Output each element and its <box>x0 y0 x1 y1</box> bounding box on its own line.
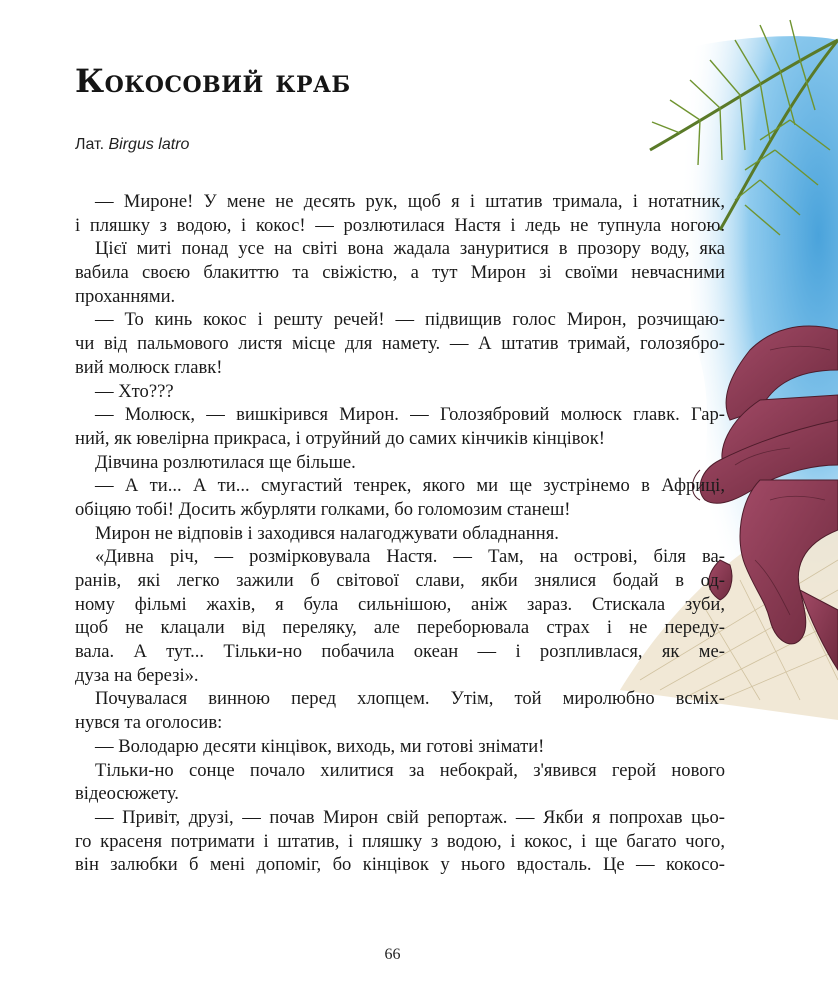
text-line: вабила своєю блакиттю та свіжістю, а тут Мирон зі своїми невчасними <box>75 262 725 284</box>
text-line: ному фільмі жахів, я була сильнішою, аніж зараз. Стискала зуби, <box>75 593 725 615</box>
page-number: 66 <box>384 946 401 963</box>
text-line: «Дивна річ, — розмірковувала Настя. — Там, на острові, біля ва- <box>95 546 725 568</box>
text-line: вий молюск главк! <box>75 356 223 378</box>
text-line: — Хто??? <box>95 380 174 402</box>
latin-prefix: Лат. <box>75 136 105 153</box>
text-line: го красеня потримати і штатив, і пляшку з водою, і кокос, і ще багато чого, <box>75 830 725 852</box>
text-line: — Молюск, — вишкірився Мирон. — Голозябровий молюск главк. Гар- <box>95 404 725 426</box>
text-line: відеосюжету. <box>75 783 179 805</box>
text-line: Мирон не відповів і заходився налагоджувати обладнання. <box>95 522 559 544</box>
story-text <box>75 190 725 877</box>
text-line: вала. А тут... Тільки-но побачила океан — і розпливлася, як ме- <box>75 641 725 663</box>
text-line: ний, як ювелірна прикраса, і отруйний до самих кінчиків кінцівок! <box>75 427 605 449</box>
text-line: нувся та оголосив: <box>75 712 223 734</box>
text-line: щоб не клацали від переляку, але переборювала страх і не переду- <box>75 617 725 639</box>
text-line: — А ти... А ти... смугастий тенрек, якого ми ще зустрінемо в Африці, <box>95 475 725 497</box>
page-title: Кокосовий краб <box>75 62 351 100</box>
text-line: Цієї миті понад усе на світі вона жадала зануритися в прозору воду, яка <box>95 238 725 260</box>
text-line: Тільки-но сонце почало хилитися за небокрай, з'явився герой нового <box>95 759 725 781</box>
text-line: обіцяю тобі! Досить жбурляти голками, бо голомозим станеш! <box>75 498 571 520</box>
text-line: Дівчина розлютилася ще більше. <box>95 451 356 473</box>
text-line: — Мироне! У мене не десять рук, щоб я і штатив тримала, і нотатник, <box>95 191 725 212</box>
latin-name-line <box>75 136 189 154</box>
text-line: — Привіт, друзі, — почав Мирон свій репортаж. — Якби я попрохав цьо- <box>95 806 725 828</box>
text-line: — Володарю десяти кінцівок, виходь, ми готові знімати! <box>95 735 545 757</box>
text-line: ранів, які легко зажили б світової слави, якби знялися бодай в од- <box>75 570 725 591</box>
text-line: — То кинь кокос і решту речей! — підвищив голос Мирон, розчищаю- <box>95 309 725 331</box>
text-line: він залюбки б мені допоміг, бо кінцівок у нього вдосталь. Це — кокосо- <box>75 854 725 876</box>
text-line: проханнями. <box>75 285 176 307</box>
latin-name: Birgus latro <box>108 136 190 153</box>
text-line: дуза на березі». <box>75 664 199 686</box>
text-line: і пляшку з водою, і кокос! — розлютилася Настя і ледь не тупнула ногою. <box>75 214 725 236</box>
text-line: чи від пальмового листя місце для намету. — А штатив тримай, голозябро- <box>75 333 725 355</box>
text-line: Почувалася винною перед хлопцем. Утім, той миролюбно всміх- <box>95 688 725 710</box>
